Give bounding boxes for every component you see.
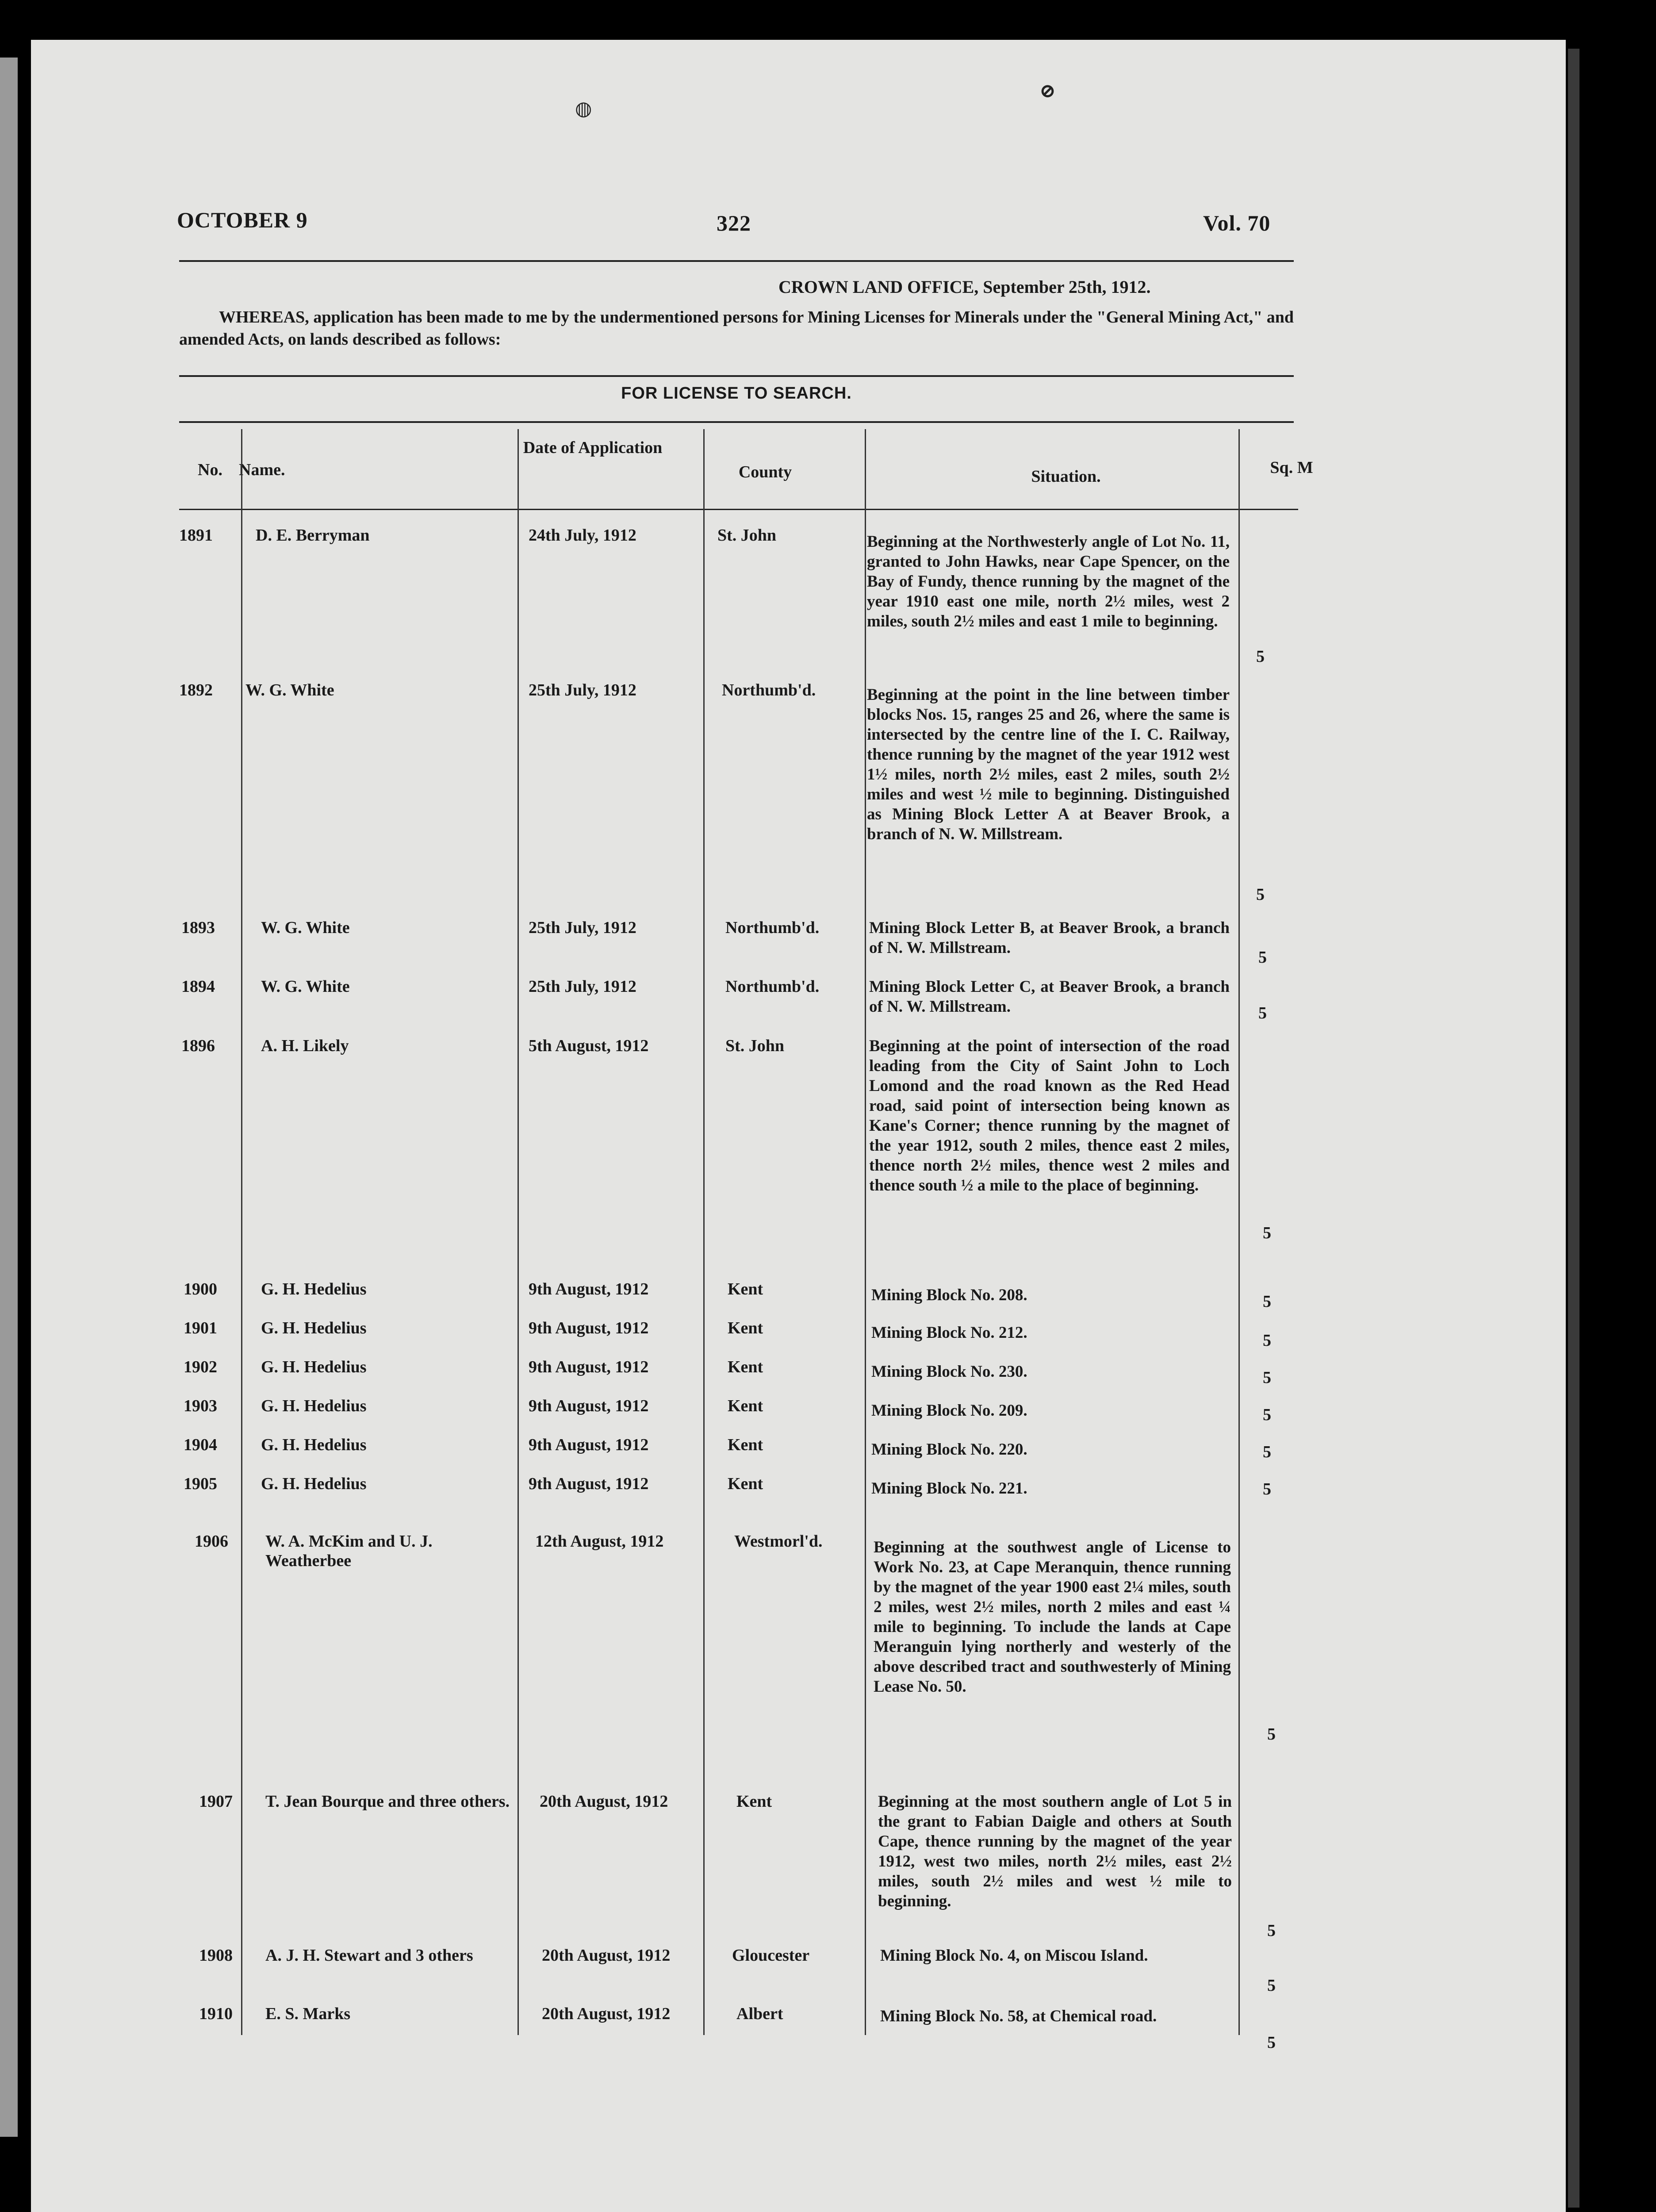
page-binding-edge [1568,49,1579,2208]
row-name: D. E. Berryman [256,526,370,545]
column-header-sq-miles: Sq. M [1270,458,1313,477]
row-name: W. G. White [245,681,334,699]
row-sq-miles: 5 [1263,1443,1271,1461]
row-sq-miles: 5 [1263,1224,1271,1242]
office-line: CROWN LAND OFFICE, September 25th, 1912. [778,277,1151,297]
row-number: 1892 [179,681,213,699]
row-sq-miles: 5 [1256,647,1265,666]
row-number: 1900 [184,1280,217,1298]
row-county: Kent [728,1436,763,1454]
row-sq-miles: 5 [1263,1480,1271,1498]
row-name: G. H. Hedelius [261,1319,367,1337]
row-date: 20th August, 1912 [542,2005,671,2023]
row-name: T. Jean Bourque and three others. [265,1792,510,1811]
row-county: Westmorl'd. [734,1532,823,1551]
row-sq-miles: 5 [1256,885,1265,904]
row-date: 9th August, 1912 [529,1358,649,1376]
punch-mark: ◍ [575,98,592,119]
row-situation: Mining Block No. 221. [871,1479,1027,1498]
row-sq-miles: 5 [1267,2033,1276,2052]
row-situation: Beginning at the most southern angle of Lot 5 in the grant to Fabian Daigle and others at South Cape, thence running by the magnet of the year 1912, west two miles, north 2½ miles, east 2½ miles, south 2½ miles and west ½ mile to beginning. [878,1793,1232,1910]
column-header-situation: Situation. [1031,467,1101,486]
row-name: E. S. Marks [265,2005,351,2023]
row-name: G. H. Hedelius [261,1397,367,1415]
row-number: 1901 [184,1319,217,1337]
row-county: Northumb'd. [725,977,820,996]
row-number: 1907 [199,1792,233,1811]
row-county: Kent [728,1280,763,1298]
row-county: St. John [717,526,777,545]
row-date: 12th August, 1912 [535,1532,664,1551]
row-situation: Mining Block No. 220. [871,1440,1027,1459]
row-date: 9th August, 1912 [529,1436,649,1454]
row-sq-miles: 5 [1258,1004,1267,1022]
row-number: 1896 [181,1037,215,1055]
header-date: OCTOBER 9 [177,207,308,232]
row-sq-miles: 5 [1263,1406,1271,1424]
punch-mark: ⊘ [1039,80,1056,102]
column-divider [865,429,866,2035]
row-name: G. H. Hedelius [261,1358,367,1376]
header-volume: Vol. 70 [1203,211,1271,235]
row-name: G. H. Hedelius [261,1475,367,1493]
row-date: 9th August, 1912 [529,1319,649,1337]
row-sq-miles: 5 [1267,1725,1276,1743]
row-date: 25th July, 1912 [529,681,636,699]
row-name: G. H. Hedelius [261,1436,367,1454]
column-header-name: Name. [239,461,285,479]
row-date: 9th August, 1912 [529,1397,649,1415]
row-date: 9th August, 1912 [529,1475,649,1493]
row-name: W. G. White [261,918,350,937]
row-number: 1910 [199,2005,233,2023]
row-situation: Beginning at the point of intersection of the road leading from the City of Saint John to Loch Lomond and the road known as the Red Head road, said point of intersection being known as Kane's Corner; thence running by the magnet of the year 1912, south 2 miles, thence east 2 miles, thence north 2½ miles, thence west 2 miles and thence south ½ a mile to the place of beginning. [869,1037,1230,1194]
row-situation: Mining Block No. 230. [871,1363,1027,1381]
row-date: 20th August, 1912 [542,1946,671,1965]
row-number: 1905 [184,1475,217,1493]
row-name: G. H. Hedelius [261,1280,367,1298]
section-rule-top [179,375,1294,377]
row-situation: Beginning at the southwest angle of License to Work No. 23, at Cape Meranquin, thence running by the magnet of the year 1900 east 2¼ miles, south 2 miles, west 2½ miles, north 2 miles and east ¼ mile to beginning. To include the lands at Cape Meranguin lying northerly and westerly of the above described tract and southwesterly of Mining Lease No. 50. [874,1538,1231,1696]
column-header-date: Date of Application [523,438,663,457]
row-sq-miles: 5 [1263,1331,1271,1350]
row-number: 1904 [184,1436,217,1454]
row-number: 1891 [179,526,213,545]
row-number: 1894 [181,977,215,996]
row-county: Kent [728,1397,763,1415]
row-situation: Mining Block No. 212. [871,1324,1027,1342]
row-number: 1902 [184,1358,217,1376]
row-county: Gloucester [732,1946,810,1965]
column-divider [1238,429,1240,2035]
row-situation: Beginning at the Northwesterly angle of Lot No. 11, granted to John Hawks, near Cape Spencer, on the Bay of Fundy, thence running by the magnet of the year 1910 east one mile, north 2½ miles, west 2 miles, south 2½ miles and east 1 mile to beginning. [867,533,1230,630]
row-date: 24th July, 1912 [529,526,636,545]
row-number: 1893 [181,918,215,937]
section-title: FOR LICENSE TO SEARCH. [621,384,852,403]
row-name: W. G. White [261,977,350,996]
row-name: A. H. Likely [261,1037,349,1055]
row-situation: Mining Block Letter C, at Beaver Brook, a branch of N. W. Millstream. [869,978,1230,1016]
row-county: Kent [728,1475,763,1493]
row-number: 1903 [184,1397,217,1415]
column-header-county: County [738,463,792,481]
row-situation: Mining Block Letter B, at Beaver Brook, a branch of N. W. Millstream. [869,919,1230,957]
column-divider [703,429,705,2035]
row-situation: Mining Block No. 209. [871,1402,1027,1420]
column-divider [518,429,519,2035]
row-sq-miles: 5 [1267,1976,1276,1995]
section-rule-bottom [179,421,1294,423]
row-situation: Mining Block No. 58, at Chemical road. [880,2007,1157,2025]
row-county: Kent [728,1358,763,1376]
column-header-no: No. [198,461,222,479]
row-sq-miles: 5 [1258,948,1267,967]
row-county: Kent [728,1319,763,1337]
row-county: Northumb'd. [722,681,816,699]
row-situation: Beginning at the point in the line between timber blocks Nos. 15, ranges 25 and 26, where the same is intersected by the centre line of the I. C. Railway, thence running by the magnet of the year 1912 west 1½ miles, north 2½ miles, east 2 miles, south 2½ miles and west ½ mile to beginning. Distinguished as Mining Block Letter A at Beaver Brook, a branch of N. W. Millstream. [867,686,1230,843]
row-situation: Mining Block No. 4, on Miscou Island. [880,1947,1148,1965]
row-number: 1908 [199,1946,233,1965]
row-county: Kent [736,1792,772,1811]
header-rule [179,260,1294,262]
row-date: 25th July, 1912 [529,977,636,996]
row-county: Albert [736,2005,783,2023]
column-divider [241,429,242,2035]
row-date: 5th August, 1912 [529,1037,649,1055]
row-name: A. J. H. Stewart and 3 others [265,1946,473,1965]
row-date: 9th August, 1912 [529,1280,649,1298]
whereas-paragraph: WHEREAS, application has been made to me by the undermentioned persons for Mining Licenses for Minerals under the "General Mining Act," and amended Acts, on lands described as follows: [179,308,1294,349]
document-page [31,40,1566,2212]
row-sq-miles: 5 [1263,1368,1271,1387]
row-sq-miles: 5 [1267,1921,1276,1940]
table-header-rule [179,509,1298,510]
row-number: 1906 [195,1532,228,1551]
row-county: St. John [725,1037,785,1055]
adjacent-page-edge [0,58,18,2137]
row-date: 20th August, 1912 [540,1792,668,1811]
row-situation: Mining Block No. 208. [871,1286,1027,1304]
header-page-number: 322 [717,211,751,235]
row-date: 25th July, 1912 [529,918,636,937]
row-sq-miles: 5 [1263,1292,1271,1311]
row-county: Northumb'd. [725,918,820,937]
row-name: W. A. McKim and U. J. Weatherbee [265,1532,433,1570]
